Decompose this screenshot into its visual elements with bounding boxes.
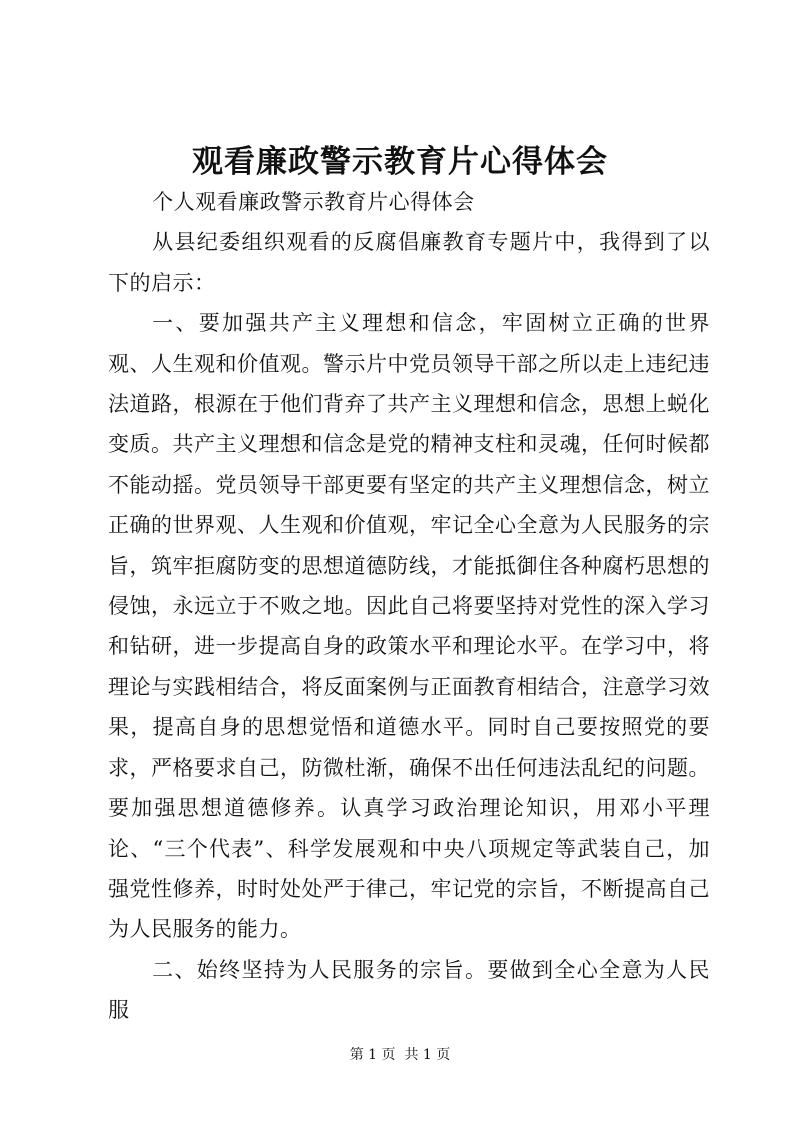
- page-number: 第 1 页 共 1 页: [349, 1047, 451, 1063]
- paragraph-point-one: 一、要加强共产主义理想和信念，牢固树立正确的世界观、人生观和价值观。警示片中党员领导干部之所以走上违纪违法道路，根源在于他们背弃了共产主义理想和信念，思想上蜕化变质。共产主义理想和信念是党的精神支柱和灵魂，任何时候都不能动摇。党员领导干部更要有坚定的共产主义理想信念，树立正确的世界观、人生观和价值观，牢记全心全意为人民服务的宗旨，筑牢拒腐防变的思想道德防线，才能抵御住各种腐朽思想的侵蚀，永远立于不败之地。因此自己将要坚持对党性的深入学习和钻研，进一步提高自身的政策水平和理论水平。在学习中，将理论与实践相结合，将反面案例与正面教育相结合，注意学习效果，提高自身的思想觉悟和道德水平。同时自己要按照党的要求，严格要求自己，防微杜渐，确保不出任何违法乱纪的问题。要加强思想道德修养。认真学习政治理论知识，用邓小平理论、“三个代表”、科学发展观和中央八项规定等武装自己，加强党性修养，时时处处严于律己，牢记党的宗旨，不断提高自己为人民服务的能力。: [108, 311, 710, 942]
- document-title: 观看廉政警示教育片心得体会: [192, 144, 608, 180]
- paragraph-subtitle: 个人观看廉政警示教育片心得体会: [152, 190, 475, 214]
- paragraph-intro: 从县纪委组织观看的反腐倡廉教育专题片中，我得到了以下的启示：: [108, 230, 710, 295]
- page-footer: [0, 1045, 800, 1065]
- document-body: [108, 182, 710, 1031]
- paragraph-point-two: 二、始终坚持为人民服务的宗旨。要做到全心全意为人民服: [108, 957, 710, 1023]
